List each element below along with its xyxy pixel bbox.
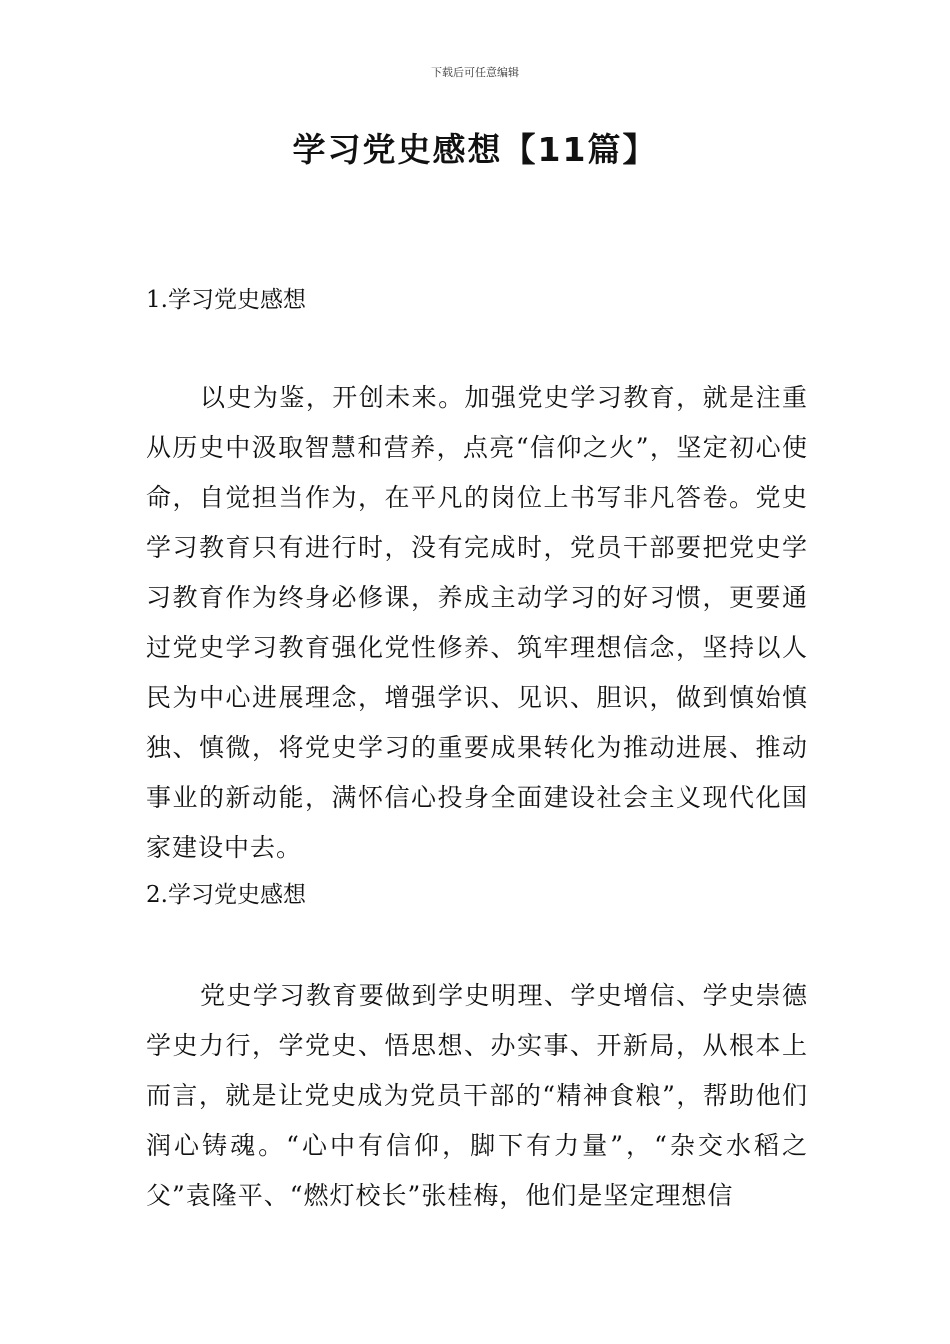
section-heading-1: 1.学习党史感想 bbox=[146, 287, 306, 313]
document-title: 学习党史感想【11篇】 bbox=[292, 130, 658, 169]
section-heading-2: 2.学习党史感想 bbox=[146, 882, 306, 908]
header-note: 下载后可任意编辑 bbox=[431, 66, 519, 79]
section-body-2: 党史学习教育要做到学史明理、学史增信、学史崇德学史力行，学党史、悟思想、办实事、开新局，从根本上而言，就是让党史成为党员干部的“精神食粮”，帮助他们润心铸魂。“心中有信仰，脚下有力量”，“杂交水稻之父”袁隆平、“燃灯校长”张桂梅，他们是坚定理想信 bbox=[146, 981, 808, 1210]
section-body-1: 以史为鉴，开创未来。加强党史学习教育，就是注重从历史中汲取智慧和营养，点亮“信仰之火”，坚定初心使命，自觉担当作为，在平凡的岗位上书写非凡答卷。党史学习教育只有进行时，没有完成时，党员干部要把党史学习教育作为终身必修课，养成主动学习的好习惯，更要通过党史学习教育强化党性修养、筑牢理想信念，坚持以人民为中心进展理念，增强学识、见识、胆识，做到慎始慎独、慎微，将党史学习的重要成果转化为推动进展、推动事业的新动能，满怀信心投身全面建设社会主义现代化国家建设中去。 bbox=[146, 383, 808, 862]
